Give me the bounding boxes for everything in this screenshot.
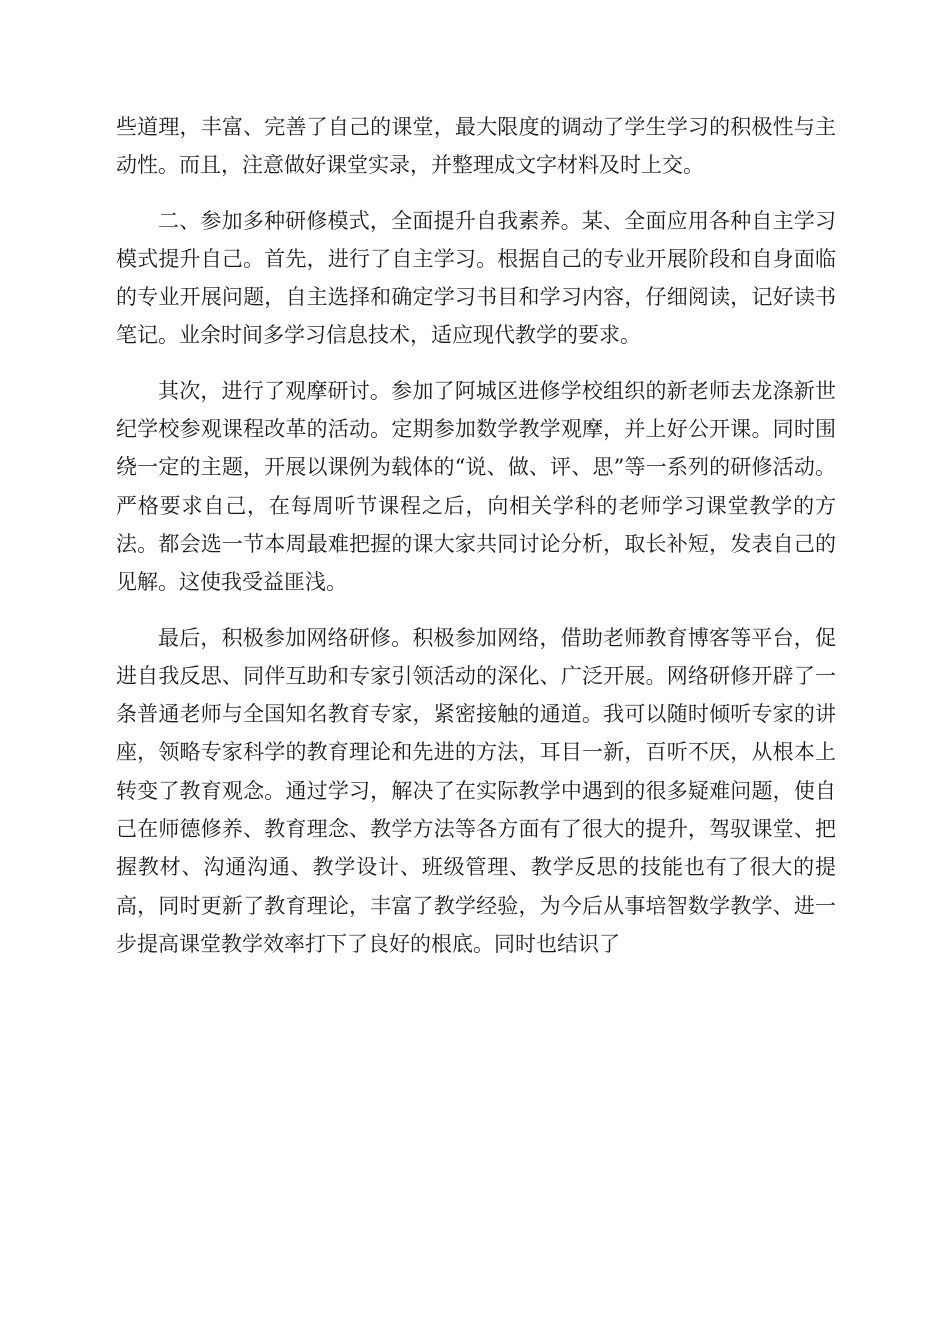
paragraph-observation: 其次，进行了观摩研讨。参加了阿城区进修学校组织的新老师去龙涤新世纪学校参观课程改革的活动。定期参加数学教学观摩，并上好公开课。同时围绕一定的主题，开展以课例为载体的“说、做、评、思”等一系列的研修活动。严格要求自己，在每周听节课程之后，向相关学科的老师学习课堂教学的方法。都会选一节本周最难把握的课大家共同讨论分析，取长补短，发表自己的见解。这使我受益匪浅。 [116,378,836,595]
paragraph-research-modes: 二、参加多种研修模式，全面提升自我素养。某、全面应用各种自主学习模式提升自己。首先，进行了自主学习。根据自己的专业开展阶段和自身面临的专业开展问题，自主选择和确定学习书目和学习内容，仔细阅读，记好读书笔记。业余时间多学习信息技术，适应现代教学的要求。 [116,208,836,348]
paragraph-continuation: 些道理，丰富、完善了自己的课堂，最大限度的调动了学生学习的积极性与主动性。而且，注意做好课堂实录，并整理成文字材料及时上交。 [116,115,836,178]
paragraph-online-research: 最后，积极参加网络研修。积极参加网络，借助老师教育博客等平台，促进自我反思、同伴互助和专家引领活动的深化、广泛开展。网络研修开辟了一条普通老师与全国知名教育专家，紧密接触的通道。我可以随时倾听专家的讲座，领略专家科学的教育理论和先进的方法，耳目一新，百听不厌，从根本上转变了教育观念。通过学习，解决了在实际教学中遇到的很多疑难问题，使自己在师德修养、教育理念、教学方法等各方面有了很大的提升，驾驭课堂、把握教材、沟通沟通、教学设计、班级管理、教学反思的技能也有了很大的提高，同时更新了教育理论，丰富了教学经验，为今后从事培智数学教学、进一步提高课堂教学效率打下了良好的根底。同时也结识了 [116,625,836,956]
document-body [116,108,836,963]
